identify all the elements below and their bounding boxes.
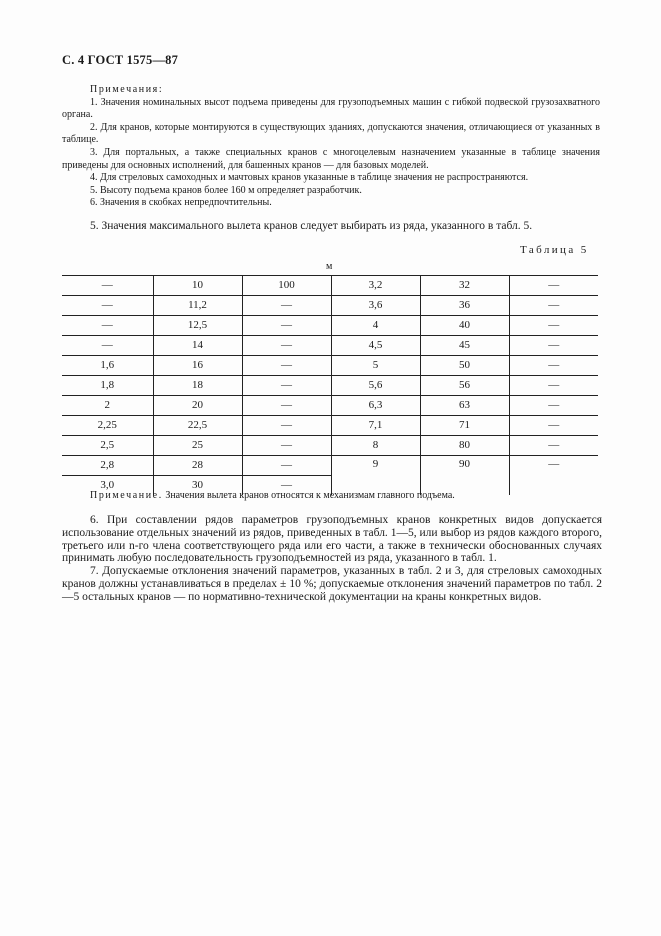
table-5 [62,275,598,495]
note-item: 1. Значения номинальных высот подъема приведены для грузоподъемных машин с гибкой подвеской грузозахватного органа. [62,96,600,121]
table-cell: 9 [331,456,420,496]
table-row [62,356,598,376]
table-cell: — [62,336,153,356]
table-cell: 22,5 [153,416,242,436]
table-cell: 7,1 [331,416,420,436]
table-cell: — [242,476,331,496]
table-cell: 71 [420,416,509,436]
table-cell: 2,5 [62,436,153,456]
table-cell: — [242,416,331,436]
table-cell: — [509,316,598,336]
table-cell: — [509,396,598,416]
table-cell: 63 [420,396,509,416]
table-cell: 32 [420,276,509,296]
paragraph-5: 5. Значения максимального вылета кранов следует выбирать из ряда, указанного в табл. 5. [90,220,533,232]
table-cell: 2,25 [62,416,153,436]
table-cell: — [509,436,598,456]
table-cell: — [509,416,598,436]
table-cell: — [509,456,598,496]
table-cell: — [242,436,331,456]
table-cell: — [242,296,331,316]
table-cell: 16 [153,356,242,376]
note-item: 5. Высоту подъема кранов более 160 м определяет разработчик. [90,184,362,196]
table-cell: — [62,296,153,316]
table-cell: 3,0 [100,479,115,491]
table-cell: — [62,276,153,296]
notes-block [62,84,600,210]
table-cell: 90 [420,456,509,496]
table-cell: 4 [331,316,420,336]
table-cell: — [509,376,598,396]
table-cell: — [242,396,331,416]
table-cell: — [509,276,598,296]
body-text [62,514,602,604]
table-caption: Таблица 5 [520,244,589,256]
table-cell: 11,2 [153,296,242,316]
table-cell: 6,3 [331,396,420,416]
table-cell: — [509,296,598,316]
table-cell: 18 [153,376,242,396]
table-cell: — [242,336,331,356]
note-item: 2. Для кранов, которые монтируются в существующих зданиях, допускаются значения, отличающиеся от указанных в таблице. [62,121,600,146]
table-note-label: Примечание. [90,490,163,501]
table-cell: 2,8 [62,456,153,476]
note-item: 6. Значения в скобках непредпочтительны. [90,197,272,209]
table-row [62,416,598,436]
table-cell: — [509,356,598,376]
table-cell: 14 [153,336,242,356]
table-cell: 12,5 [153,316,242,336]
table-row [62,456,598,476]
page-header: С. 4 ГОСТ 1575—87 [62,53,179,67]
table-cell: 1,6 [62,356,153,376]
table-cell: 20 [153,396,242,416]
table-cell: 3,6 [331,296,420,316]
notes-title: Примечания: [90,84,164,95]
table-cell: — [62,316,153,336]
table-row [62,436,598,456]
paragraph-6: 6. При составлении рядов параметров грузоподъемных кранов конкретных видов допускается использование отдельных значений из рядов, приведенных в табл. 1—5, или выбор из рядов каждого второго, третьего или n-го члена соответствующего ряда или его части, а также в технически обоснованных случаях принимать любую последовательность грузоподъемностей из ряда, указанного в табл. 1. [62,514,602,565]
table-row [62,276,598,296]
paragraph-7: 7. Допускаемые отклонения значений параметров, указанных в табл. 2 и 3, для стреловых самоходных кранов должны устанавливаться в пределах ± 10 %; допускаемые отклонения значений параметров по табл. 2—5 остальных кранов — по нормативно-технической документации на краны конкретных видов. [62,565,602,603]
table-cell: 1,8 [62,376,153,396]
table-cell: 100 [242,276,331,296]
table-row [62,296,598,316]
table-cell: 45 [420,336,509,356]
table-row [62,396,598,416]
table-note [90,490,455,501]
table-note-text: Значения вылета кранов относятся к механизмам главного подъема. [165,490,455,501]
table-cell: 5 [331,356,420,376]
table-cell: 50 [420,356,509,376]
table-cell: 8 [331,436,420,456]
table-cell: — [509,336,598,356]
table-cell: 10 [153,276,242,296]
table-cell: 4,5 [331,336,420,356]
table-cell: 56 [420,376,509,396]
note-item: 4. Для стреловых самоходных и мачтовых кранов указанные в таблице значения не распространяются. [90,172,529,184]
table-row [62,336,598,356]
table-cell: 2 [62,396,153,416]
table-cell: 25 [153,436,242,456]
table-cell: — [242,316,331,336]
table-cell: — [242,456,331,476]
table-cell: 30 [153,476,242,496]
table-cell: 3,2 [331,276,420,296]
table-cell: — [242,376,331,396]
table-cell: 28 [153,456,242,476]
note-item: 3. Для портальных, а также специальных кранов с многоцелевым назначением указанные в таблице значения приведены для основных исполнений, для башенных кранов — для базовых моделей. [62,146,600,171]
table-cell: — [242,356,331,376]
table-cell: 5,6 [331,376,420,396]
table-row [62,316,598,336]
table-cell: 36 [420,296,509,316]
table-cell: 40 [420,316,509,336]
table-row [62,376,598,396]
table-unit: м [326,261,333,272]
table-cell: 80 [420,436,509,456]
